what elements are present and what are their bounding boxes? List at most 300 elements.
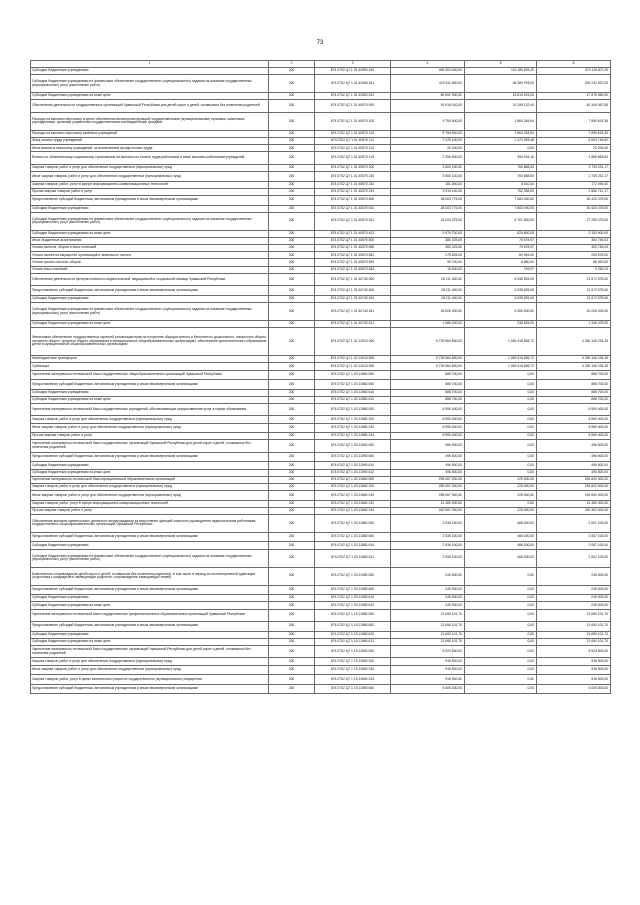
budget-classification-code-cell: 874 0702 Ц7 1 01 40570 000 — [315, 100, 391, 113]
expense-name-cell: Закупка товаров, работ и услуг для обеспечения государственных (муниципальных) нужд — [31, 658, 269, 665]
table-row — [31, 252, 611, 259]
approved-amount-cell: 1 585 200,00 — [391, 321, 465, 328]
approved-amount-cell: 9 754 900,00 — [391, 130, 465, 137]
table-row — [31, 549, 611, 567]
executed-amount-cell: 7 583 400,00 — [465, 196, 537, 206]
page-number: 73 — [316, 40, 324, 46]
unexecuted-amount-cell: 2 067 100,00 — [537, 549, 611, 567]
table-row — [31, 196, 611, 206]
table-row — [31, 321, 611, 328]
expense-name-cell: Уплата прочих налогов, сборов — [31, 259, 269, 266]
approved-amount-cell: 888 700,00 — [391, 389, 465, 396]
expense-name-cell: Укрепление материально-технической базы государственных профессиональных образовательных организаций Чувашской Республики — [31, 609, 269, 622]
table-row — [31, 622, 611, 632]
expense-name-cell: Укрепление материально-технической базы государственных учреждений, обеспечивающих предоставление услуг в сфере образования — [31, 403, 269, 416]
line-code-cell: 200 — [269, 585, 315, 595]
executed-amount-cell: 6 767 600,00 — [465, 212, 537, 230]
executed-amount-cell: 238 825,00 — [465, 321, 537, 328]
expense-name-cell: Предоставление субсидий бюджетным, автономным учреждениям и иным некоммерческим организациям — [31, 622, 269, 632]
table-row — [31, 491, 611, 501]
budget-classification-code-cell: 874 0702 Ц7 1 03 11590 610 — [315, 462, 391, 469]
table-row — [31, 423, 611, 433]
expense-name-cell: Иные бюджетные ассигнования — [31, 237, 269, 244]
executed-amount-cell: 1 459 418 565,72 — [465, 363, 537, 370]
executed-amount-cell: 468 000,00 — [465, 542, 537, 549]
unexecuted-amount-cell: 918 500,00 — [537, 675, 611, 685]
unexecuted-amount-cell: 300 746,03 — [537, 237, 611, 244]
approved-amount-cell: 5 005 000,00 — [391, 684, 465, 694]
expense-name-cell: Предоставление субсидий бюджетным, автономным учреждениям и иным некоммерческим организациям — [31, 380, 269, 390]
expense-name-cell: Иные закупки товаров, работ и услуг для обеспечения государственных (муниципальных) нужд — [31, 172, 269, 182]
executed-amount-cell: 752 358,83 — [465, 188, 537, 195]
approved-amount-cell: 5 739 564 800,00 — [391, 328, 465, 356]
executed-amount-cell: 0,00 — [465, 380, 537, 390]
budget-classification-code-cell: 874 0702 Ц7 1 03 11950 600 — [315, 585, 391, 595]
unexecuted-amount-cell: 245 000,00 — [537, 595, 611, 602]
budget-classification-code-cell: 874 0702 Ц7 1 01 40570 800 — [315, 237, 391, 244]
unexecuted-amount-cell: 205 676,00 — [537, 252, 611, 259]
unexecuted-amount-cell: 5 005 000,00 — [537, 684, 611, 694]
budget-classification-code-cell: 874 0702 Ц7 1 03 11560 000 — [315, 370, 391, 380]
table-row — [31, 112, 611, 130]
approved-amount-cell: 245 000,00 — [391, 602, 465, 609]
approved-amount-cell: 245 000,00 — [391, 567, 465, 585]
budget-classification-code-cell: 874 0702 Ц7 1 03 11880 611 — [315, 549, 391, 567]
approved-amount-cell: 255 067 000,00 — [391, 491, 465, 501]
unexecuted-amount-cell: 2 739 231,17 — [537, 164, 611, 171]
budget-classification-code-cell: 874 0702 Ц7 1 15 11590 000 — [315, 645, 391, 658]
table-row — [31, 68, 611, 75]
approved-amount-cell: 21 690 101,70 — [391, 638, 465, 645]
expense-name-cell: Субвенции — [31, 363, 269, 370]
line-code-cell: 200 — [269, 507, 315, 514]
budget-classification-code-cell: 874 0702 Ц7 1 01 40570 611 — [315, 212, 391, 230]
expense-name-cell: Прочая закупка товаров, работ и услуг — [31, 188, 269, 195]
budget-classification-code-cell: 874 0702 Ц7 1 15 11590 243 — [315, 675, 391, 685]
table-row — [31, 188, 611, 195]
approved-amount-cell: 21 690 101,70 — [391, 622, 465, 632]
line-code-cell: 200 — [269, 389, 315, 396]
line-code-cell: 200 — [269, 416, 315, 423]
expense-name-cell: Субсидии бюджетным учреждениям на иные цели — [31, 230, 269, 237]
approved-amount-cell: 496 500,00 — [391, 440, 465, 453]
table-row — [31, 93, 611, 100]
line-code-cell: 200 — [269, 196, 315, 206]
unexecuted-amount-cell: 6 590 400,00 — [537, 403, 611, 416]
table-row — [31, 328, 611, 356]
expense-name-cell: Субсидии бюджетным учреждениям на иные цели — [31, 638, 269, 645]
executed-amount-cell: 0,00 — [465, 145, 537, 152]
budget-classification-code-cell: 874 0702 Ц7 1 03 11580 244 — [315, 433, 391, 440]
line-code-cell: 200 — [269, 658, 315, 665]
line-code-cell: 200 — [269, 602, 315, 609]
line-code-cell: 200 — [269, 68, 315, 75]
unexecuted-amount-cell: 254 842 000,00 — [537, 491, 611, 501]
table-row — [31, 638, 611, 645]
budget-classification-code-cell: 874 0702 Ц7 1 03 11590 600 — [315, 452, 391, 462]
unexecuted-amount-cell: 30 420 375,00 — [537, 196, 611, 206]
table-row — [31, 602, 611, 609]
approved-amount-cell: 14 480 000,00 — [391, 500, 465, 507]
budget-classification-code-cell: 874 0702 Ц7 1 03 11590 000 — [315, 440, 391, 453]
unexecuted-amount-cell: 888 700,00 — [537, 370, 611, 380]
line-code-cell: 200 — [269, 423, 315, 433]
budget-classification-code-cell: 874 0702 Ц7 1 01 40570 850 — [315, 245, 391, 252]
table-row — [31, 356, 611, 363]
approved-amount-cell: 496 500,00 — [391, 452, 465, 462]
executed-amount-cell: 6 538 825,00 — [465, 295, 537, 302]
budget-classification-code-cell: 874 0702 Ц7 1 01 40570 119 — [315, 152, 391, 165]
expense-name-cell: Прочая закупка товаров, работ и услуг — [31, 507, 269, 514]
budget-classification-code-cell: 874 0702 Ц7 1 03 11580 000 — [315, 403, 391, 416]
table-row — [31, 389, 611, 396]
table-row — [31, 567, 611, 585]
unexecuted-amount-cell: 7 890 615,36 — [537, 130, 611, 137]
expense-name-cell: Субсидии бюджетным учреждениям на иные цели — [31, 93, 269, 100]
line-code-cell: 200 — [269, 549, 315, 567]
approved-amount-cell: 5 923 500,00 — [391, 645, 465, 658]
line-code-cell: 200 — [269, 286, 315, 296]
unexecuted-amount-cell: 496 500,00 — [537, 440, 611, 453]
unexecuted-amount-cell: 6 004 746,52 — [537, 138, 611, 145]
executed-amount-cell: 79 578,97 — [465, 245, 537, 252]
line-code-cell: 200 — [269, 433, 315, 440]
header-cell: 5 — [465, 61, 537, 68]
executed-amount-cell: 0,00 — [465, 638, 537, 645]
header-cell: 2 — [269, 61, 315, 68]
expense-name-cell: Субсидии бюджетным учреждениям — [31, 295, 269, 302]
line-code-cell: 200 — [269, 396, 315, 403]
approved-amount-cell: 26 526 200,00 — [391, 303, 465, 321]
table-row — [31, 181, 611, 188]
line-code-cell: 200 — [269, 476, 315, 483]
unexecuted-amount-cell: 245 000,00 — [537, 567, 611, 585]
table-row — [31, 237, 611, 244]
budget-classification-code-cell: 874 0702 Ц7 1 01 40570 852 — [315, 259, 391, 266]
line-code-cell: 200 — [269, 295, 315, 302]
expense-name-cell: Субсидии бюджетным учреждениям на иные цели — [31, 602, 269, 609]
expense-name-cell: Субсидии бюджетным учреждениям — [31, 68, 269, 75]
table-row — [31, 273, 611, 286]
executed-amount-cell: 18 816 515,00 — [465, 93, 537, 100]
approved-amount-cell: 181 000,00 — [391, 181, 465, 188]
table-row — [31, 684, 611, 694]
line-code-cell: 200 — [269, 138, 315, 145]
approved-amount-cell: 255 067 000,00 — [391, 476, 465, 483]
executed-amount-cell: 0,00 — [465, 370, 537, 380]
budget-classification-code-cell: 874 0702 Ц7 1 01 40570 100 — [315, 112, 391, 130]
executed-amount-cell: 468 000,00 — [465, 514, 537, 532]
line-code-cell: 200 — [269, 622, 315, 632]
executed-amount-cell: 0,00 — [465, 645, 537, 658]
unexecuted-amount-cell: 2 067 100,00 — [537, 514, 611, 532]
table-row — [31, 469, 611, 476]
table-row — [31, 295, 611, 302]
executed-amount-cell: 69 949,00 — [465, 252, 537, 259]
budget-classification-code-cell: 874 0702 Ц7 1 15 11580 600 — [315, 622, 391, 632]
table-row — [31, 609, 611, 622]
executed-amount-cell: 6 538 825,00 — [465, 286, 537, 296]
line-code-cell: 200 — [269, 230, 315, 237]
approved-amount-cell: 3 319 100,00 — [391, 188, 465, 195]
approved-amount-cell: 21 690 101,70 — [391, 631, 465, 638]
executed-amount-cell: 0,00 — [465, 622, 537, 632]
approved-amount-cell: 245 000,00 — [391, 595, 465, 602]
budget-classification-code-cell: 874 0702 Ц7 1 01 40570 200 — [315, 164, 391, 171]
line-code-cell: 200 — [269, 188, 315, 195]
expense-name-cell: Иные закупки товаров, работ и услуг для обеспечения государственных (муниципальных) нужд — [31, 665, 269, 675]
approved-amount-cell: 2 535 100,00 — [391, 514, 465, 532]
line-code-cell: 200 — [269, 93, 315, 100]
executed-amount-cell: 390 934,16 — [465, 152, 537, 165]
unexecuted-amount-cell: 4 280 146 234,28 — [537, 356, 611, 363]
approved-amount-cell: 21 690 101,70 — [391, 609, 465, 622]
unexecuted-amount-cell: 2 067 100,00 — [537, 542, 611, 549]
approved-amount-cell: 2 535 100,00 — [391, 542, 465, 549]
header-cell: 6 — [537, 61, 611, 68]
approved-amount-cell: 6 590 400,00 — [391, 416, 465, 423]
unexecuted-amount-cell: 374 118 507,20 — [537, 68, 611, 75]
budget-classification-code-cell: 874 0702 Ц7 1 03 11560 610 — [315, 389, 391, 396]
unexecuted-amount-cell: 496 500,00 — [537, 469, 611, 476]
budget-classification-code-cell: 874 0702 Ц7 1 15 11590 200 — [315, 658, 391, 665]
executed-amount-cell: 0,00 — [465, 403, 537, 416]
expense-name-cell: Субсидии бюджетным учреждениям — [31, 462, 269, 469]
line-code-cell: 200 — [269, 205, 315, 212]
unexecuted-amount-cell: 918 500,00 — [537, 665, 611, 675]
line-code-cell: 200 — [269, 212, 315, 230]
expense-name-cell: Субсидии бюджетным учреждениям на иные цели — [31, 469, 269, 476]
approved-amount-cell: 888 700,00 — [391, 370, 465, 380]
budget-classification-code-cell: 874 0702 Ц7 1 03 11590 612 — [315, 469, 391, 476]
unexecuted-amount-cell: 27 256 475,00 — [537, 212, 611, 230]
approved-amount-cell: 6 590 400,00 — [391, 403, 465, 416]
unexecuted-amount-cell: 20 200,00 — [537, 145, 611, 152]
expense-name-cell: Прочая закупка товаров, работ и услуг — [31, 433, 269, 440]
expense-name-cell: Уплата иных платежей — [31, 266, 269, 273]
unexecuted-amount-cell: 496 500,00 — [537, 462, 611, 469]
budget-classification-code-cell: 874 0702 Ц7 1 03 11660 242 — [315, 500, 391, 507]
budget-classification-code-cell: 874 0702 Ц7 1 03 11950 000 — [315, 567, 391, 585]
unexecuted-amount-cell: 172 490,00 — [537, 181, 611, 188]
approved-amount-cell: 7 478 100,00 — [391, 138, 465, 145]
budget-classification-code-cell: 874 0702 Ц7 1 02 12010 500 — [315, 356, 391, 363]
unexecuted-amount-cell: 888 700,00 — [537, 396, 611, 403]
expense-name-cell: Взносы по обязательному социальному страхованию на выплаты по оплате труда работников и иные выплаты работникам учреждений — [31, 152, 269, 165]
budget-classification-code-cell: 874 0702 Ц7 1 01 40570 110 — [315, 130, 391, 137]
approved-amount-cell: 5 739 564 800,00 — [391, 356, 465, 363]
executed-amount-cell: 225 000,00 — [465, 476, 537, 483]
table-row — [31, 100, 611, 113]
expense-name-cell: Закупка товаров, работ, услуг в сфере информационно-коммуникационных технологий — [31, 500, 269, 507]
executed-amount-cell: 0,00 — [465, 440, 537, 453]
line-code-cell: 200 — [269, 356, 315, 363]
unexecuted-amount-cell: 4 280 146 234,28 — [537, 328, 611, 356]
approved-amount-cell: 2 256 600,00 — [391, 152, 465, 165]
line-code-cell: 200 — [269, 462, 315, 469]
table-row — [31, 462, 611, 469]
executed-amount-cell: 0,00 — [465, 684, 537, 694]
executed-amount-cell: 1 459 418 565,72 — [465, 328, 537, 356]
unexecuted-amount-cell: 9 250,03 — [537, 266, 611, 273]
line-code-cell: 200 — [269, 665, 315, 675]
table-row — [31, 433, 611, 440]
executed-amount-cell: 7 583 400,00 — [465, 205, 537, 212]
expense-name-cell: Предоставление субсидий бюджетным, автономным учреждениям и иным некоммерческим организациям — [31, 452, 269, 462]
unexecuted-amount-cell: 245 000,00 — [537, 602, 611, 609]
unexecuted-amount-cell: 254 842 000,00 — [537, 483, 611, 490]
expense-name-cell: Обеспечение деятельности центров психолого-педагогической, медицинской и социальной помощи Чувашской Республики — [31, 273, 269, 286]
unexecuted-amount-cell: 21 690 101,70 — [537, 638, 611, 645]
unexecuted-amount-cell: 86 820,00 — [537, 259, 611, 266]
table-row — [31, 500, 611, 507]
table-row — [31, 585, 611, 595]
expense-name-cell: Фонд оплаты труда учреждений — [31, 138, 269, 145]
budget-classification-code-cell: 874 0702 Ц7 1 01 40740 000 — [315, 273, 391, 286]
budget-classification-code-cell: 874 0702 Ц7 1 01 40740 612 — [315, 321, 391, 328]
budget-classification-code-cell: 874 0702 Ц7 1 03 11880 000 — [315, 514, 391, 532]
table-row — [31, 172, 611, 182]
expense-name-cell: Предоставление субсидий бюджетным, автономным учреждениям и иным некоммерческим организациям — [31, 532, 269, 542]
budget-classification-code-cell: 874 0702 Ц7 1 01 40570 610 — [315, 205, 391, 212]
executed-amount-cell: 115 185 693,20 — [465, 68, 537, 75]
executed-amount-cell: 96 369 978,00 — [465, 75, 537, 93]
budget-execution-table — [30, 60, 611, 694]
expense-name-cell: Субсидии бюджетным учреждениям — [31, 542, 269, 549]
line-code-cell: 200 — [269, 684, 315, 694]
table-row — [31, 380, 611, 390]
expense-name-cell: Субсидии бюджетным учреждениям — [31, 631, 269, 638]
column-number-header-row — [31, 61, 611, 68]
table-row — [31, 145, 611, 152]
expense-name-cell: Закупка товаров, работ, услуг в целях капитального ремонта государственного (муниципального) имущества — [31, 675, 269, 685]
expense-name-cell: Иные закупки товаров, работ и услуг для обеспечения государственных (муниципальных) нужд — [31, 491, 269, 501]
executed-amount-cell: 225 000,00 — [465, 507, 537, 514]
approved-amount-cell: 6 590 400,00 — [391, 423, 465, 433]
executed-amount-cell: 0,00 — [465, 469, 537, 476]
expense-name-cell: Закупка товаров, работ и услуг для обеспечения государственных (муниципальных) нужд — [31, 164, 269, 171]
line-code-cell: 200 — [269, 172, 315, 182]
budget-classification-code-cell: 874 0702 Ц7 1 03 11660 000 — [315, 476, 391, 483]
table-row — [31, 595, 611, 602]
line-code-cell: 200 — [269, 452, 315, 462]
expense-name-cell: Иные закупки товаров, работ и услуг для обеспечения государственных (муниципальных) нужд — [31, 423, 269, 433]
table-row — [31, 266, 611, 273]
executed-amount-cell: 0,00 — [465, 433, 537, 440]
line-code-cell: 200 — [269, 631, 315, 638]
table-row — [31, 514, 611, 532]
expense-name-cell: Иные выплаты персоналу учреждений, за исключением фонда оплаты труда — [31, 145, 269, 152]
executed-amount-cell: 8 880,00 — [465, 259, 537, 266]
executed-amount-cell: 8 510,00 — [465, 181, 537, 188]
budget-classification-code-cell: 874 0702 Ц7 1 03 11580 240 — [315, 423, 391, 433]
unexecuted-amount-cell: 20 226 200,00 — [537, 303, 611, 321]
expense-name-cell: Субсидии бюджетным учреждениям — [31, 595, 269, 602]
expense-name-cell: Субсидии бюджетным учреждениям — [31, 205, 269, 212]
approved-amount-cell: 28 111 400,00 — [391, 273, 465, 286]
line-code-cell: 200 — [269, 514, 315, 532]
budget-classification-code-cell: 874 0702 Ц7 1 03 11950 612 — [315, 602, 391, 609]
line-code-cell: 200 — [269, 638, 315, 645]
table-row — [31, 138, 611, 145]
table-row — [31, 130, 611, 137]
expense-name-cell: Предоставление субсидий бюджетным, автономным учреждениям и иным некоммерческим организациям — [31, 585, 269, 595]
line-code-cell: 200 — [269, 469, 315, 476]
expense-name-cell: Субсидии бюджетным учреждениям на финансовое обеспечение государственного (муниципального) задания на оказание государственных (муниципальных) услуг (выполнение работ) — [31, 303, 269, 321]
executed-amount-cell: 825 800,00 — [465, 230, 537, 237]
executed-amount-cell: 0,00 — [465, 665, 537, 675]
table-row — [31, 476, 611, 483]
expense-name-cell: Финансовое обеспечение государственных гарантий реализации прав на получение общедоступного и бесплатного дошкольного, начального общего, основного общего, среднего общего образования в муниципальных общеобразовательных организациях, обеспечение дополнительного образования детей в муниципальных общеобразовательных организациях — [31, 328, 269, 356]
line-code-cell: 200 — [269, 259, 315, 266]
table-row — [31, 483, 611, 490]
unexecuted-amount-cell: 4 280 146 234,28 — [537, 363, 611, 370]
budget-classification-code-cell: 874 0702 Ц7 1 15 11590 600 — [315, 684, 391, 694]
executed-amount-cell: 0,00 — [465, 500, 537, 507]
unexecuted-amount-cell: 1 346 375,00 — [537, 321, 611, 328]
executed-amount-cell: 749,97 — [465, 266, 537, 273]
approved-amount-cell: 918 500,00 — [391, 658, 465, 665]
line-code-cell: 200 — [269, 595, 315, 602]
expense-name-cell: Комплексное сопровождение детей-сирот и детей, оставшихся без попечения родителей, в том числе в период их постинтернатной адаптации (подготовка к кандидатов в замещающие родители, сопровождение замещающих семей) — [31, 567, 269, 585]
expense-name-cell: Субсидии бюджетным учреждениям — [31, 389, 269, 396]
approved-amount-cell: 66 692 900,00 — [391, 93, 465, 100]
executed-amount-cell: 760 868,83 — [465, 164, 537, 171]
approved-amount-cell: 496 500,00 — [391, 469, 465, 476]
line-code-cell: 200 — [269, 75, 315, 93]
line-code-cell: 200 — [269, 321, 315, 328]
line-code-cell: 200 — [269, 237, 315, 244]
line-code-cell: 200 — [269, 370, 315, 380]
approved-amount-cell: 496 500,00 — [391, 462, 465, 469]
unexecuted-amount-cell: 1 865 665,84 — [537, 152, 611, 165]
expense-name-cell: Субсидии бюджетным учреждениям на иные цели — [31, 321, 269, 328]
approved-amount-cell: 38 003 775,00 — [391, 196, 465, 206]
expense-name-cell: Укрепление материально-технической базы муниципальных образовательных организаций — [31, 476, 269, 483]
unexecuted-amount-cell: 326 242 522,00 — [537, 75, 611, 93]
expense-name-cell: Обеспечение выплаты ежемесячного денежного вознаграждения за выполнение функций классного руководителя педагогическим работникам государственных общеобразовательных организаций Чувашской Республики — [31, 514, 269, 532]
expense-name-cell: Субсидии бюджетным учреждениям на финансовое обеспечение государственного (муниципального) задания на оказание государственных (муниципальных) услуг (выполнение работ) — [31, 75, 269, 93]
line-code-cell: 200 — [269, 328, 315, 356]
unexecuted-amount-cell: 6 590 400,00 — [537, 423, 611, 433]
expense-name-cell: Расходы на выплаты персоналу в целях обеспечения выполнения функций государственными (муниципальными) органами, казенными учреждениями, органами управления государственными внебюджетными фондами — [31, 112, 269, 130]
approved-amount-cell: 20 200,00 — [391, 145, 465, 152]
table-row — [31, 665, 611, 675]
approved-amount-cell: 255 067 000,00 — [391, 483, 465, 490]
executed-amount-cell: 225 000,00 — [465, 491, 537, 501]
approved-amount-cell: 2 535 100,00 — [391, 549, 465, 567]
table-row — [31, 416, 611, 423]
unexecuted-amount-cell: 7 890 615,36 — [537, 112, 611, 130]
table-row — [31, 75, 611, 93]
expense-name-cell: Уплата налогов, сборов и иных платежей — [31, 245, 269, 252]
table-row — [31, 452, 611, 462]
executed-amount-cell: 6 538 825,00 — [465, 273, 537, 286]
approved-amount-cell: 422 611 500,00 — [391, 75, 465, 93]
expense-name-cell: Предоставление субсидий бюджетным, автономным учреждениям и иным некоммерческим организациям — [31, 286, 269, 296]
budget-classification-code-cell: 874 0702 Ц7 1 01 40570 112 — [315, 145, 391, 152]
budget-classification-code-cell: 874 0702 Ц7 1 03 11580 200 — [315, 416, 391, 423]
header-cell: 4 — [391, 61, 465, 68]
executed-amount-cell: 0,00 — [465, 416, 537, 423]
line-code-cell: 200 — [269, 252, 315, 259]
unexecuted-amount-cell: 6 590 400,00 — [537, 433, 611, 440]
expense-name-cell: Уплата налога на имущество организаций и земельного налога — [31, 252, 269, 259]
expense-name-cell: Предоставление субсидий бюджетным, автономным учреждениям и иным некоммерческим организациям — [31, 196, 269, 206]
line-code-cell: 200 — [269, 491, 315, 501]
unexecuted-amount-cell: 254 842 000,00 — [537, 476, 611, 483]
approved-amount-cell: 245 000,00 — [391, 585, 465, 595]
